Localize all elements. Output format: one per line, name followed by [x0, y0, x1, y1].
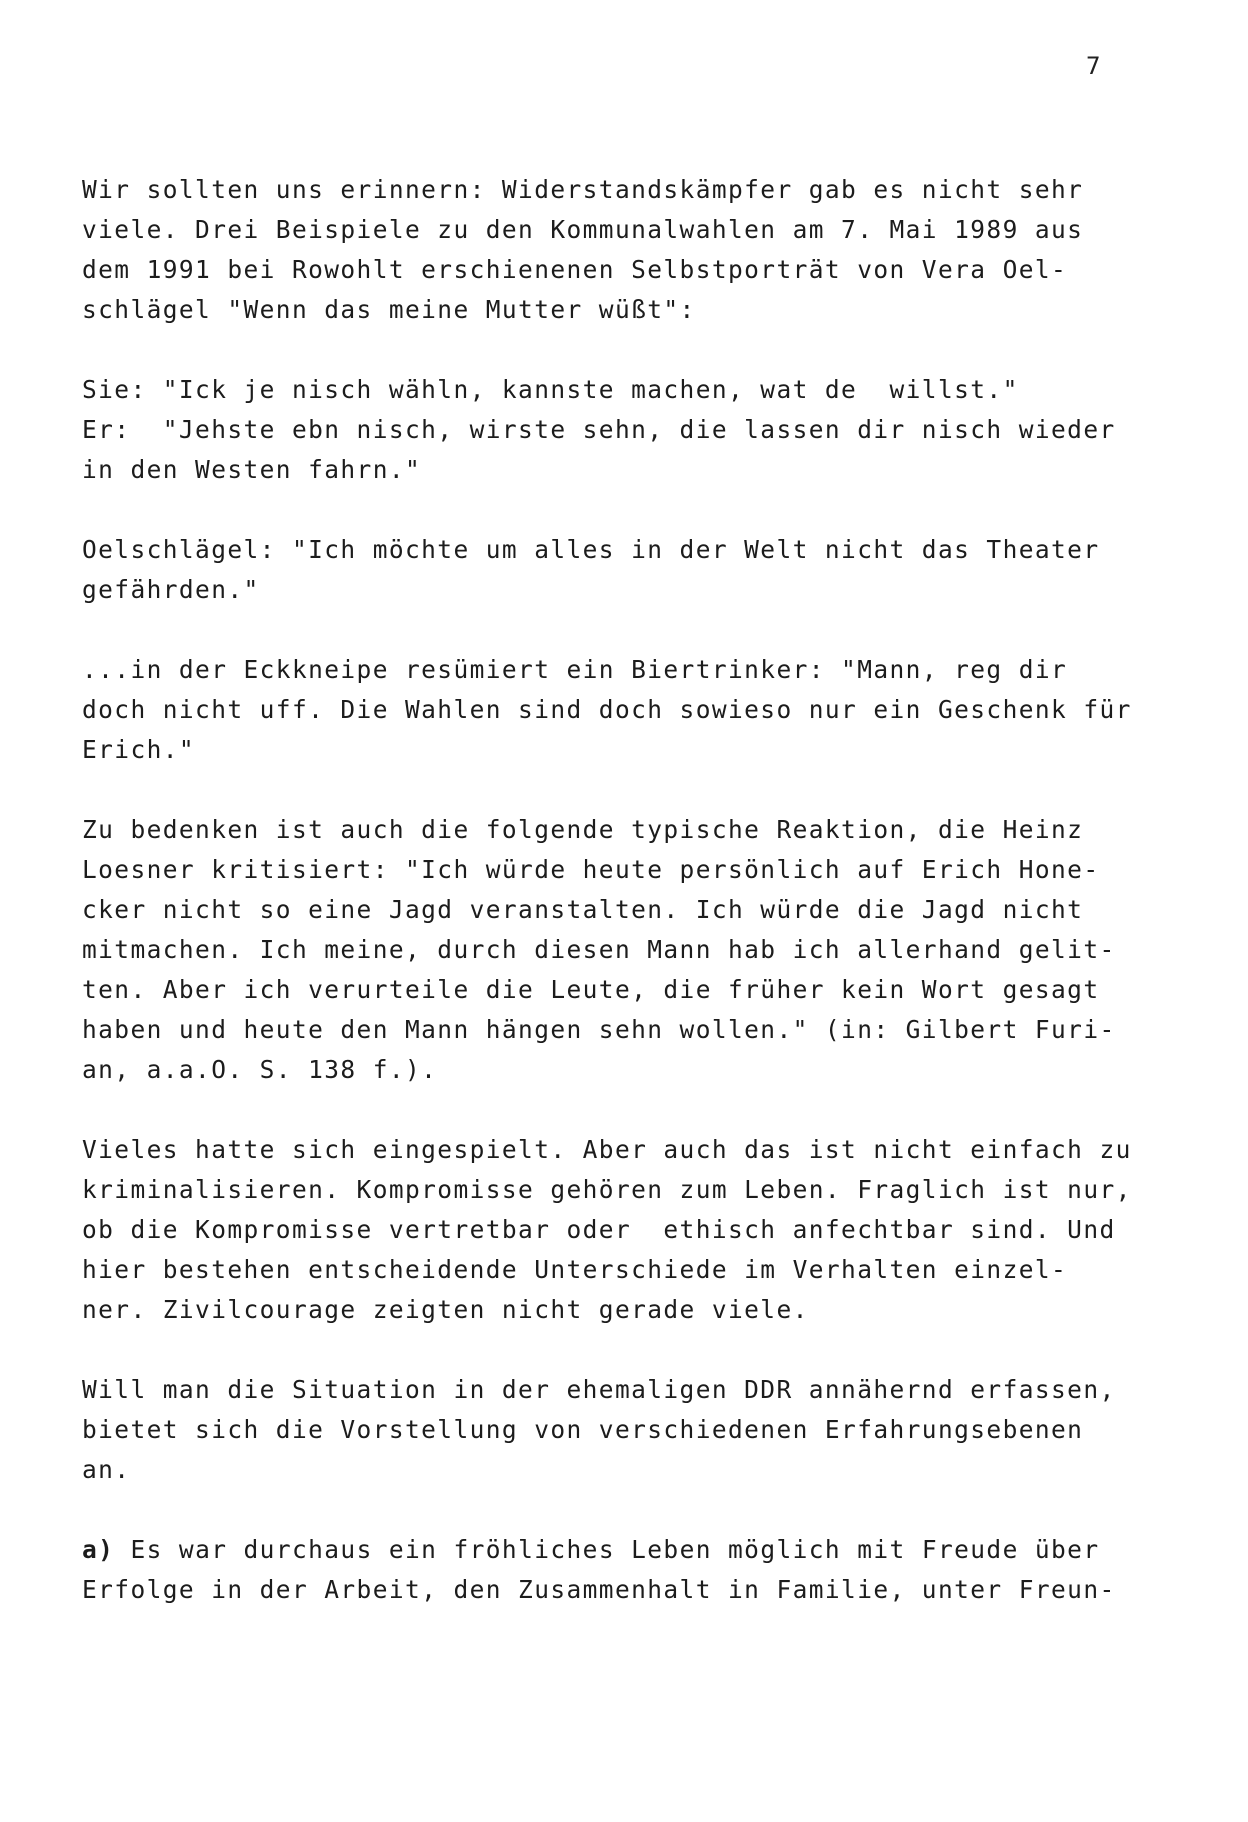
text-line: Erfolge in der Arbeit, den Zusammenhalt in Familie, unter Freun- — [82, 1575, 1116, 1604]
text-line — [82, 1530, 1112, 1570]
text-line: Zu bedenken ist auch die folgende typische Reaktion, die Heinz — [82, 815, 1084, 844]
paragraph-7 — [82, 1370, 1116, 1490]
paragraph-1 — [82, 170, 1112, 330]
text-line: ob die Kompromisse vertretbar oder ethisch anfechtbar sind. Und — [82, 1215, 1116, 1244]
text-line: mitmachen. Ich meine, durch diesen Mann hab ich allerhand gelit- — [82, 935, 1116, 964]
paragraph-4 — [82, 650, 1132, 770]
page-number: 7 — [1086, 52, 1101, 80]
text-line: Loesner kritisiert: "Ich würde heute persönlich auf Erich Hone- — [82, 855, 1100, 884]
text-line: ten. Aber ich verurteile die Leute, die früher kein Wort gesagt — [82, 975, 1100, 1004]
text-line: ...in der Eckkneipe resümiert ein Biertrinker: "Mann, reg dir — [82, 655, 1068, 684]
text-line: bietet sich die Vorstellung von verschiedenen Erfahrungsebenen — [82, 1415, 1084, 1444]
paragraph-3 — [82, 530, 1112, 610]
text-line: dem 1991 bei Rowohlt erschienenen Selbstporträt von Vera Oel- — [82, 255, 1068, 284]
text-line: an. — [82, 1455, 131, 1484]
text-line: in den Westen fahrn." — [82, 455, 422, 484]
text-line: ner. Zivilcourage zeigten nicht gerade viele. — [82, 1295, 809, 1324]
list-label: a) — [82, 1535, 115, 1564]
text-line: Sie: "Ick je nisch wähln, kannste machen, wat de willst." — [82, 375, 1019, 404]
text-line: Vieles hatte sich eingespielt. Aber auch das ist nicht einfach zu — [82, 1135, 1132, 1164]
text-line: kriminalisieren. Kompromisse gehören zum Leben. Fraglich ist nur, — [82, 1175, 1132, 1204]
text-line: cker nicht so eine Jagd veranstalten. Ich würde die Jagd nicht — [82, 895, 1084, 924]
text-line: doch nicht uff. Die Wahlen sind doch sowieso nur ein Geschenk für — [82, 695, 1132, 724]
text-line: Will man die Situation in der ehemaligen DDR annähernd erfassen, — [82, 1375, 1116, 1404]
text-line: viele. Drei Beispiele zu den Kommunalwahlen am 7. Mai 1989 aus — [82, 215, 1084, 244]
text-line: Erich." — [82, 735, 196, 764]
text-line: Er: "Jehste ebn nisch, wirste sehn, die lassen dir nisch wieder — [82, 415, 1116, 444]
text-line: gefährden." — [82, 575, 260, 604]
text-line: haben und heute den Mann hängen sehn wollen." (in: Gilbert Furi- — [82, 1015, 1116, 1044]
paragraph-5 — [82, 810, 1116, 1090]
text-line: Oelschlägel: "Ich möchte um alles in der Welt nicht das Theater — [82, 535, 1100, 564]
text-line: Wir sollten uns erinnern: Widerstandskämpfer gab es nicht sehr — [82, 175, 1084, 204]
paragraph-2 — [82, 370, 1116, 490]
paragraph-6 — [82, 1130, 1132, 1330]
body-text — [82, 170, 1132, 1610]
text-segment: Es war durchaus ein fröhliches Leben möglich mit Freude über — [114, 1535, 1100, 1564]
paragraph-8 — [82, 1530, 1116, 1610]
text-line: schlägel "Wenn das meine Mutter wüßt": — [82, 295, 696, 324]
text-line: an, a.a.O. S. 138 f.). — [82, 1055, 438, 1084]
text-line: hier bestehen entscheidende Unterschiede im Verhalten einzel- — [82, 1255, 1068, 1284]
